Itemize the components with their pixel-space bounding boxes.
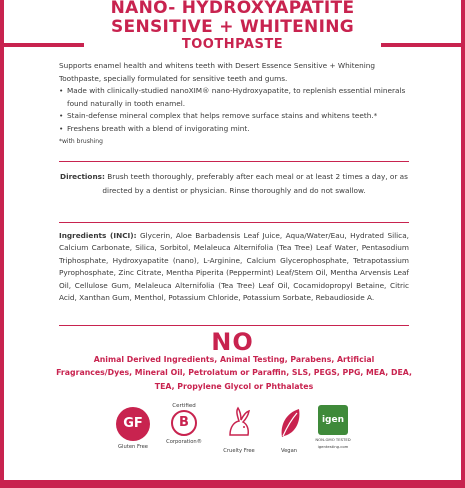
bullet-text: Freshens breath with a blend of invigorating mint. [67,123,250,133]
directions-label: Directions: [60,172,105,181]
list-item [59,123,409,136]
ingredients-text: Glycerin, Aloe Barbadensis Leaf Juice, Aqua/Water/Eau, Hydrated Silica, Calcium Carbonate, Silica, Sorbitol, Melaleuca Alternifolia (Tea Tree) Leaf Water, Pentasodium Triphosphate, Hydroxyapatite (nano), L-Arginine, Calcium Glycerophosphate, Tetrapotassium Pyrophosphate, Zinc Citrate, Mentha Piperita (Peppermint) Leaf/Stem Oil, Mentha Arvensis Leaf Oil, Cellulose Gum, Melaleuca Alternifolia (Tea Tree) Leaf Oil, Cocamidopropyl Betaine, Citric Acid, Xanthan Gum, Menthol, Potassium Chloride, Potassium Sorbate, Rebaudioside A. [59,231,409,303]
bullet-text: Stain-defense mineral complex that helps remove surface stains and whitens teeth.* [67,111,378,120]
free-from-list: Animal Derived Ingredients, Animal Testing, Parabens, Artificial Fragrances/Dyes, Mineral Oil, Petrolatum or Paraffin, SLS, PEGS, PPG, MEA, DEA, TEA, Propylene Glycol or Phthalates [56,355,412,391]
badge-caption: Gluten Free [118,444,148,450]
bullet-icon: • [59,123,64,133]
divider [59,325,409,326]
igen-url: igentesting.com [317,444,349,449]
footnote: *with brushing [59,138,103,145]
gluten-free-badge [110,403,156,450]
igen-badge [310,403,356,449]
ingredients-label: Ingredients (INCI): [59,231,137,240]
gluten-free-icon: GF [116,407,150,441]
badge-caption: Vegan [280,448,298,454]
left-border [0,0,4,488]
b-corp-logo: B [171,410,197,436]
title-line-1: NANO- HYDROXYAPATITE [110,0,355,18]
bullet-icon: • [59,111,64,120]
b-corp-badge [161,403,207,445]
free-from-heading: NO [211,328,254,356]
b-corp-icon [167,403,201,436]
right-border [461,0,465,488]
list-item [59,110,409,123]
badge-caption: Cruelty Free [223,448,255,454]
intro-section [59,60,409,149]
badge-caption: Corporation® [166,439,202,445]
title-line-3: TOOTHPASTE [181,37,284,52]
certification-badges [110,403,360,463]
intro-text: Supports enamel health and whitens teeth with Desert Essence Sensitive + Whitening Toothpaste, specially formulated for sensitive teeth and gums. [59,61,375,83]
directions-text: Brush teeth thoroughly, preferably after each meal or at least 2 times a day, or as directed by a dentist or physician. Rinse thoroughly and do not swallow. [102,172,408,195]
divider [59,161,409,162]
bullet-text: Made with clinically-studied nanoXIM® nano-Hydroxyapatite, to replenish essential minerals found naturally in tooth enamel. [67,86,406,108]
cruelty-free-badge [216,403,262,454]
igen-icon: igen [318,405,348,435]
bullet-icon: • [59,86,64,95]
bunny-icon [224,405,254,441]
divider [59,222,409,223]
title-line-2: SENSITIVE + WHITENING [111,17,354,37]
bottom-border [0,480,465,488]
igen-caption: NON-GMO TESTED [315,437,351,442]
b-corp-top-text: Certified [172,403,196,409]
ingredients-section [59,230,409,304]
list-item [59,85,409,110]
directions-section [59,170,409,198]
vegan-badge [266,403,312,454]
leaf-icon [274,405,304,441]
